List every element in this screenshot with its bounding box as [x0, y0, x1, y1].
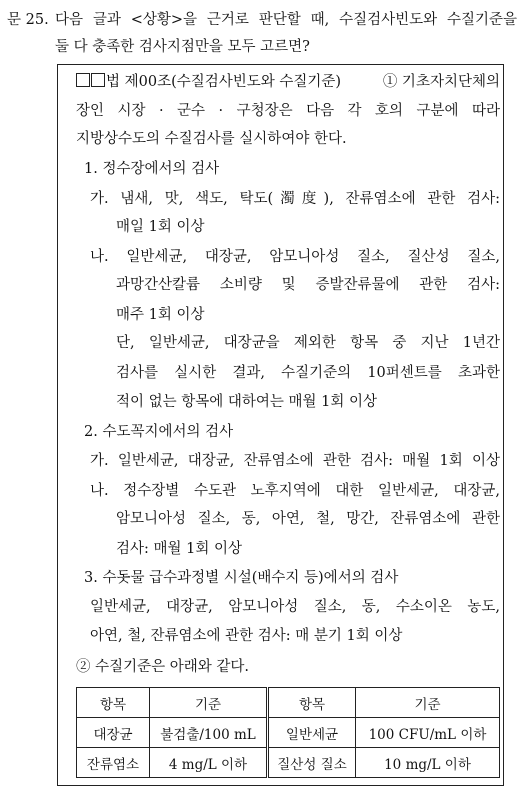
section-2-na-line-1: 나. 정수장별 수도관 노후지역에 대한 일반세균, 대장균, [90, 483, 500, 499]
section-1-na-line-3: 매주 1회 이상 [116, 307, 205, 323]
section-1-ga-line-2: 매일 1회 이상 [116, 219, 205, 235]
section-2-ga: 가. 일반세균, 대장균, 잔류염소에 관한 검사: 매월 1회 이상 [90, 453, 500, 469]
question-number: 문 25. [7, 12, 49, 28]
table-cell: 잔류염소 [77, 748, 150, 778]
section-1-na-line-1: 나. 일반세균, 대장균, 암모니아성 질소, 질산성 질소, [90, 249, 500, 265]
table-cell: 불검출/100 mL [150, 718, 268, 748]
section-1-title: 1. 정수장에서의 검사 [84, 161, 220, 177]
blank-box-icon [91, 73, 105, 87]
table-cell: 대장균 [77, 718, 150, 748]
law-text-box [57, 64, 504, 786]
paragraph-2: ② 수질기준은 아래와 같다. [76, 659, 250, 675]
section-1-na-line-5: 검사를 실시한 결과, 수질기준의 10퍼센트를 초과한 [116, 365, 500, 381]
table-header-cell: 항목 [268, 688, 356, 718]
blank-box-icon [76, 73, 90, 87]
question-text [55, 7, 517, 61]
section-3-line-2: 아연, 철, 잔류염소에 관한 검사: 매 분기 1회 이상 [90, 628, 403, 644]
table-cell: 일반세균 [268, 718, 356, 748]
law-intro-line-1: 법 제00조(수질검사빈도와 수질기준) ① 기초자치단체의 [76, 72, 500, 92]
question-line-1: 다음 글과 <상황>을 근거로 판단할 때, 수질검사빈도와 수질기준을 [55, 12, 517, 28]
section-2-na-line-2: 암모니아성 질소, 동, 아연, 철, 망간, 잔류염소에 관한 [116, 511, 500, 527]
section-3-title: 3. 수돗물 급수과정별 시설(배수지 등)에서의 검사 [84, 570, 399, 586]
table-row [77, 748, 500, 778]
table-header-row [77, 688, 500, 718]
table-header-cell: 기준 [356, 688, 500, 718]
table-cell: 10 mg/L 이하 [356, 748, 500, 778]
section-2-title: 2. 수도꼭지에서의 검사 [84, 424, 234, 440]
section-2-na-line-3: 검사: 매월 1회 이상 [116, 541, 242, 557]
law-intro-line-2: 장인 시장 · 군수 · 구청장은 다음 각 호의 구분에 따라 [76, 103, 500, 119]
table-cell: 질산성 질소 [268, 748, 356, 778]
table-cell: 4 mg/L 이하 [150, 748, 268, 778]
section-1-na-line-6: 적이 없는 항목에 대하여는 매월 1회 이상 [116, 394, 377, 410]
table-cell: 100 CFU/mL 이하 [356, 718, 500, 748]
question-line-2: 둘 다 충족한 검사지점만을 모두 고르면? [55, 39, 310, 55]
section-1-ga-line-1: 가. 냄새, 맛, 색도, 탁도(濁度), 잔류염소에 관한 검사: [90, 191, 500, 207]
section-3-line-1: 일반세균, 대장균, 암모니아성 질소, 동, 수소이온 농도, [90, 599, 500, 615]
law-intro-line-3: 지방상수도의 수질검사를 실시하여야 한다. [76, 131, 347, 147]
section-1-na-line-4: 단, 일반세균, 대장균을 제외한 항목 중 지난 1년간 [116, 335, 500, 351]
table-header-cell: 항목 [77, 688, 150, 718]
water-quality-standards-table [76, 687, 500, 778]
table-row [77, 718, 500, 748]
table-header-cell: 기준 [150, 688, 268, 718]
section-1-na-line-2: 과망간산칼륨 소비량 및 증발잔류물에 관한 검사: [116, 277, 500, 293]
